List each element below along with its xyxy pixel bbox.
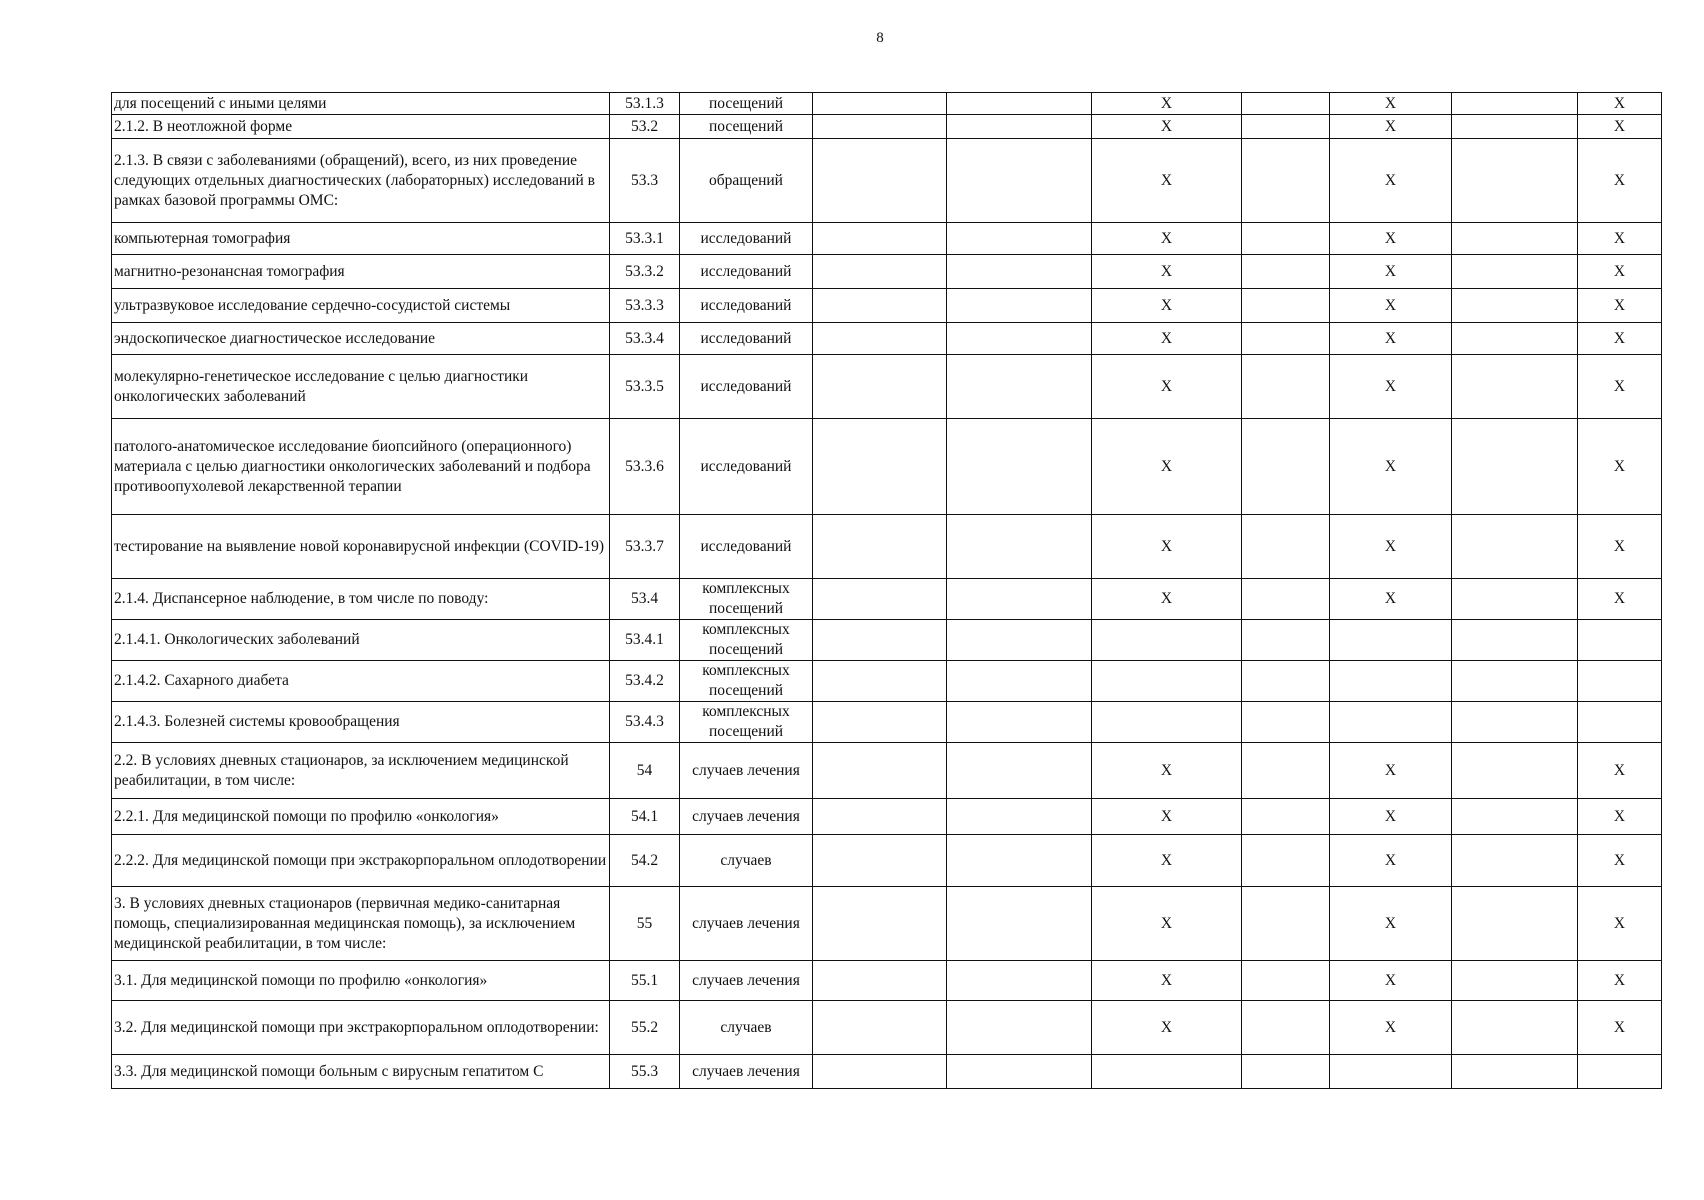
table-row xyxy=(112,579,1662,620)
unit-cell: обращений xyxy=(680,139,813,223)
value-cell xyxy=(813,419,947,515)
unit-cell: случаев лечения xyxy=(680,1055,813,1089)
x-mark-cell: Х xyxy=(1578,1001,1662,1055)
x-mark-cell: Х xyxy=(1578,115,1662,139)
x-mark-cell: Х xyxy=(1092,289,1242,323)
value-cell xyxy=(947,223,1092,255)
value-cell xyxy=(1452,323,1578,355)
indicator-name-cell: для посещений с иными целями xyxy=(112,93,610,115)
unit-cell: исследований xyxy=(680,255,813,289)
value-cell xyxy=(947,835,1092,887)
table-row xyxy=(112,961,1662,1001)
indicator-name-cell: 2.2.2. Для медицинской помощи при экстракорпоральном оплодотворении xyxy=(112,835,610,887)
value-cell xyxy=(947,289,1092,323)
indicator-name-cell: 2.1.3. В связи с заболеваниями (обращений), всего, из них проведение следующих отдельных диагностических (лабораторных) исследований в рамках базовой программы ОМС: xyxy=(112,139,610,223)
value-cell xyxy=(1452,887,1578,961)
unit-cell: исследований xyxy=(680,323,813,355)
value-cell xyxy=(947,661,1092,702)
unit-cell: комплексных посещений xyxy=(680,579,813,620)
x-mark-cell: Х xyxy=(1578,579,1662,620)
value-cell xyxy=(1242,323,1330,355)
row-code-cell: 53.3.1 xyxy=(610,223,680,255)
x-mark-cell: Х xyxy=(1578,139,1662,223)
value-cell xyxy=(1242,961,1330,1001)
value-cell xyxy=(813,620,947,661)
table-row xyxy=(112,289,1662,323)
row-code-cell: 55.1 xyxy=(610,961,680,1001)
x-mark-cell: Х xyxy=(1092,139,1242,223)
x-mark-cell: Х xyxy=(1578,743,1662,799)
x-mark-cell: Х xyxy=(1330,355,1452,419)
indicator-name-cell: 2.1.4. Диспансерное наблюдение, в том числе по поводу: xyxy=(112,579,610,620)
x-mark-cell: Х xyxy=(1578,223,1662,255)
indicator-name-cell: компьютерная томография xyxy=(112,223,610,255)
row-code-cell: 55 xyxy=(610,887,680,961)
value-cell xyxy=(813,835,947,887)
value-cell xyxy=(947,620,1092,661)
unit-cell: случаев лечения xyxy=(680,799,813,835)
x-mark-cell: Х xyxy=(1092,1001,1242,1055)
page-number: 8 xyxy=(876,30,884,46)
value-cell xyxy=(1452,620,1578,661)
row-code-cell: 53.4 xyxy=(610,579,680,620)
row-code-cell: 54 xyxy=(610,743,680,799)
value-cell xyxy=(947,255,1092,289)
value-cell xyxy=(1242,661,1330,702)
x-mark-cell: Х xyxy=(1330,1001,1452,1055)
value-cell xyxy=(947,139,1092,223)
indicator-name-cell: молекулярно-генетическое исследование с целью диагностики онкологических заболеваний xyxy=(112,355,610,419)
x-mark-cell: Х xyxy=(1330,799,1452,835)
row-code-cell: 55.2 xyxy=(610,1001,680,1055)
value-cell xyxy=(1242,139,1330,223)
x-mark-cell xyxy=(1092,1055,1242,1089)
unit-cell: исследований xyxy=(680,289,813,323)
x-mark-cell xyxy=(1092,620,1242,661)
x-mark-cell: Х xyxy=(1092,799,1242,835)
indicator-name-cell: 3.3. Для медицинской помощи больным с вирусным гепатитом С xyxy=(112,1055,610,1089)
x-mark-cell: Х xyxy=(1330,835,1452,887)
x-mark-cell: Х xyxy=(1092,835,1242,887)
value-cell xyxy=(813,743,947,799)
x-mark-cell: Х xyxy=(1578,515,1662,579)
x-mark-cell: Х xyxy=(1330,255,1452,289)
value-cell xyxy=(1242,702,1330,743)
x-mark-cell: Х xyxy=(1578,255,1662,289)
indicator-name-cell: 2.1.4.1. Онкологических заболеваний xyxy=(112,620,610,661)
unit-cell: исследований xyxy=(680,355,813,419)
row-code-cell: 55.3 xyxy=(610,1055,680,1089)
value-cell xyxy=(1242,579,1330,620)
x-mark-cell: Х xyxy=(1092,255,1242,289)
x-mark-cell: Х xyxy=(1092,515,1242,579)
unit-cell: исследований xyxy=(680,515,813,579)
x-mark-cell: Х xyxy=(1578,93,1662,115)
unit-cell: комплексных посещений xyxy=(680,661,813,702)
table-row xyxy=(112,355,1662,419)
table-row xyxy=(112,799,1662,835)
row-code-cell: 53.3.6 xyxy=(610,419,680,515)
value-cell xyxy=(1452,139,1578,223)
value-cell xyxy=(1452,961,1578,1001)
indicator-name-cell: 3.1. Для медицинской помощи по профилю «онкология» xyxy=(112,961,610,1001)
indicator-name-cell: магнитно-резонансная томография xyxy=(112,255,610,289)
x-mark-cell: Х xyxy=(1578,289,1662,323)
value-cell xyxy=(1452,799,1578,835)
value-cell xyxy=(1242,419,1330,515)
value-cell xyxy=(947,799,1092,835)
unit-cell: случаев лечения xyxy=(680,961,813,1001)
value-cell xyxy=(813,289,947,323)
x-mark-cell: Х xyxy=(1578,419,1662,515)
value-cell xyxy=(813,887,947,961)
row-code-cell: 53.3 xyxy=(610,139,680,223)
indicator-name-cell: 2.1.4.2. Сахарного диабета xyxy=(112,661,610,702)
value-cell xyxy=(813,223,947,255)
value-cell xyxy=(947,419,1092,515)
x-mark-cell: Х xyxy=(1092,93,1242,115)
indicator-name-cell: 2.1.2. В неотложной форме xyxy=(112,115,610,139)
x-mark-cell xyxy=(1092,661,1242,702)
x-mark-cell: Х xyxy=(1092,115,1242,139)
unit-cell: комплексных посещений xyxy=(680,702,813,743)
x-mark-cell xyxy=(1330,661,1452,702)
indicator-name-cell: 2.2. В условиях дневных стационаров, за исключением медицинской реабилитации, в том числе: xyxy=(112,743,610,799)
x-mark-cell xyxy=(1330,1055,1452,1089)
table-row xyxy=(112,419,1662,515)
value-cell xyxy=(813,139,947,223)
value-cell xyxy=(813,1001,947,1055)
indicator-name-cell: 2.2.1. Для медицинской помощи по профилю «онкология» xyxy=(112,799,610,835)
x-mark-cell: Х xyxy=(1330,743,1452,799)
value-cell xyxy=(1242,1055,1330,1089)
x-mark-cell: Х xyxy=(1578,835,1662,887)
x-mark-cell xyxy=(1578,1055,1662,1089)
unit-cell: посещений xyxy=(680,115,813,139)
x-mark-cell: Х xyxy=(1330,223,1452,255)
value-cell xyxy=(1452,661,1578,702)
table-row xyxy=(112,835,1662,887)
value-cell xyxy=(1452,702,1578,743)
table-row xyxy=(112,93,1662,115)
table-row xyxy=(112,661,1662,702)
x-mark-cell: Х xyxy=(1092,579,1242,620)
row-code-cell: 54.2 xyxy=(610,835,680,887)
value-cell xyxy=(813,961,947,1001)
indicator-name-cell: 3.2. Для медицинской помощи при экстракорпоральном оплодотворении: xyxy=(112,1001,610,1055)
value-cell xyxy=(813,702,947,743)
x-mark-cell xyxy=(1578,702,1662,743)
row-code-cell: 53.3.4 xyxy=(610,323,680,355)
x-mark-cell: Х xyxy=(1578,799,1662,835)
unit-cell: комплексных посещений xyxy=(680,620,813,661)
unit-cell: случаев xyxy=(680,1001,813,1055)
x-mark-cell xyxy=(1578,661,1662,702)
indicator-name-cell: эндоскопическое диагностическое исследование xyxy=(112,323,610,355)
x-mark-cell: Х xyxy=(1330,515,1452,579)
table-row xyxy=(112,115,1662,139)
value-cell xyxy=(1452,255,1578,289)
value-cell xyxy=(947,961,1092,1001)
value-cell xyxy=(947,702,1092,743)
value-cell xyxy=(1242,887,1330,961)
x-mark-cell: Х xyxy=(1092,743,1242,799)
unit-cell: случаев лечения xyxy=(680,743,813,799)
value-cell xyxy=(1242,289,1330,323)
indicator-name-cell: 3. В условиях дневных стационаров (первичная медико-санитарная помощь, специализированная медицинская помощь), за исключением медицинской реабилитации, в том числе: xyxy=(112,887,610,961)
x-mark-cell: Х xyxy=(1092,961,1242,1001)
value-cell xyxy=(1242,835,1330,887)
value-cell xyxy=(947,887,1092,961)
x-mark-cell xyxy=(1330,620,1452,661)
indicator-name-cell: тестирование на выявление новой коронавирусной инфекции (COVID-19) xyxy=(112,515,610,579)
value-cell xyxy=(1242,223,1330,255)
x-mark-cell: Х xyxy=(1330,961,1452,1001)
value-cell xyxy=(813,661,947,702)
value-cell xyxy=(813,115,947,139)
table-row xyxy=(112,139,1662,223)
value-cell xyxy=(813,255,947,289)
row-code-cell: 53.3.5 xyxy=(610,355,680,419)
value-cell xyxy=(947,1001,1092,1055)
row-code-cell: 53.4.2 xyxy=(610,661,680,702)
x-mark-cell: Х xyxy=(1092,887,1242,961)
value-cell xyxy=(1452,355,1578,419)
x-mark-cell: Х xyxy=(1330,115,1452,139)
unit-cell: посещений xyxy=(680,93,813,115)
x-mark-cell: Х xyxy=(1092,419,1242,515)
value-cell xyxy=(813,515,947,579)
x-mark-cell: Х xyxy=(1330,289,1452,323)
value-cell xyxy=(1452,743,1578,799)
value-cell xyxy=(813,1055,947,1089)
unit-cell: случаев лечения xyxy=(680,887,813,961)
unit-cell: исследований xyxy=(680,223,813,255)
table-row xyxy=(112,223,1662,255)
value-cell xyxy=(813,799,947,835)
data-table xyxy=(111,92,1662,1089)
value-cell xyxy=(947,515,1092,579)
x-mark-cell: Х xyxy=(1578,887,1662,961)
value-cell xyxy=(813,355,947,419)
x-mark-cell: Х xyxy=(1330,419,1452,515)
row-code-cell: 53.3.7 xyxy=(610,515,680,579)
value-cell xyxy=(1242,620,1330,661)
value-cell xyxy=(947,743,1092,799)
value-cell xyxy=(1452,223,1578,255)
value-cell xyxy=(1242,1001,1330,1055)
value-cell xyxy=(1452,419,1578,515)
table-row xyxy=(112,743,1662,799)
indicator-name-cell: 2.1.4.3. Болезней системы кровообращения xyxy=(112,702,610,743)
x-mark-cell xyxy=(1330,702,1452,743)
value-cell xyxy=(947,355,1092,419)
x-mark-cell: Х xyxy=(1092,223,1242,255)
x-mark-cell: Х xyxy=(1330,139,1452,223)
value-cell xyxy=(1242,355,1330,419)
table-row xyxy=(112,323,1662,355)
value-cell xyxy=(947,323,1092,355)
value-cell xyxy=(813,323,947,355)
value-cell xyxy=(947,1055,1092,1089)
table-row xyxy=(112,1001,1662,1055)
value-cell xyxy=(1242,115,1330,139)
value-cell xyxy=(813,579,947,620)
x-mark-cell: Х xyxy=(1092,355,1242,419)
table-row xyxy=(112,702,1662,743)
x-mark-cell: Х xyxy=(1578,355,1662,419)
value-cell xyxy=(1242,799,1330,835)
value-cell xyxy=(1452,93,1578,115)
table-row xyxy=(112,620,1662,661)
row-code-cell: 53.3.3 xyxy=(610,289,680,323)
x-mark-cell: Х xyxy=(1578,323,1662,355)
value-cell xyxy=(947,115,1092,139)
table-row xyxy=(112,887,1662,961)
row-code-cell: 53.4.3 xyxy=(610,702,680,743)
value-cell xyxy=(1242,743,1330,799)
value-cell xyxy=(947,93,1092,115)
row-code-cell: 53.4.1 xyxy=(610,620,680,661)
value-cell xyxy=(1452,579,1578,620)
row-code-cell: 54.1 xyxy=(610,799,680,835)
unit-cell: исследований xyxy=(680,419,813,515)
x-mark-cell xyxy=(1578,620,1662,661)
x-mark-cell: Х xyxy=(1330,579,1452,620)
value-cell xyxy=(1452,515,1578,579)
table-row xyxy=(112,1055,1662,1089)
table-row xyxy=(112,515,1662,579)
row-code-cell: 53.1.3 xyxy=(610,93,680,115)
value-cell xyxy=(1452,115,1578,139)
value-cell xyxy=(1452,1001,1578,1055)
x-mark-cell: Х xyxy=(1330,323,1452,355)
x-mark-cell xyxy=(1092,702,1242,743)
x-mark-cell: Х xyxy=(1330,887,1452,961)
value-cell xyxy=(1242,93,1330,115)
value-cell xyxy=(947,579,1092,620)
value-cell xyxy=(1452,835,1578,887)
indicator-name-cell: патолого-анатомическое исследование биопсийного (операционного) материала с целью диагностики онкологических заболеваний и подбора противоопухолевой лекарственной терапии xyxy=(112,419,610,515)
row-code-cell: 53.2 xyxy=(610,115,680,139)
value-cell xyxy=(1242,255,1330,289)
table-row xyxy=(112,255,1662,289)
value-cell xyxy=(1452,289,1578,323)
x-mark-cell: Х xyxy=(1330,93,1452,115)
value-cell xyxy=(1242,515,1330,579)
value-cell xyxy=(813,93,947,115)
row-code-cell: 53.3.2 xyxy=(610,255,680,289)
value-cell xyxy=(1452,1055,1578,1089)
unit-cell: случаев xyxy=(680,835,813,887)
x-mark-cell: Х xyxy=(1578,961,1662,1001)
indicator-name-cell: ультразвуковое исследование сердечно-сосудистой системы xyxy=(112,289,610,323)
x-mark-cell: Х xyxy=(1092,323,1242,355)
